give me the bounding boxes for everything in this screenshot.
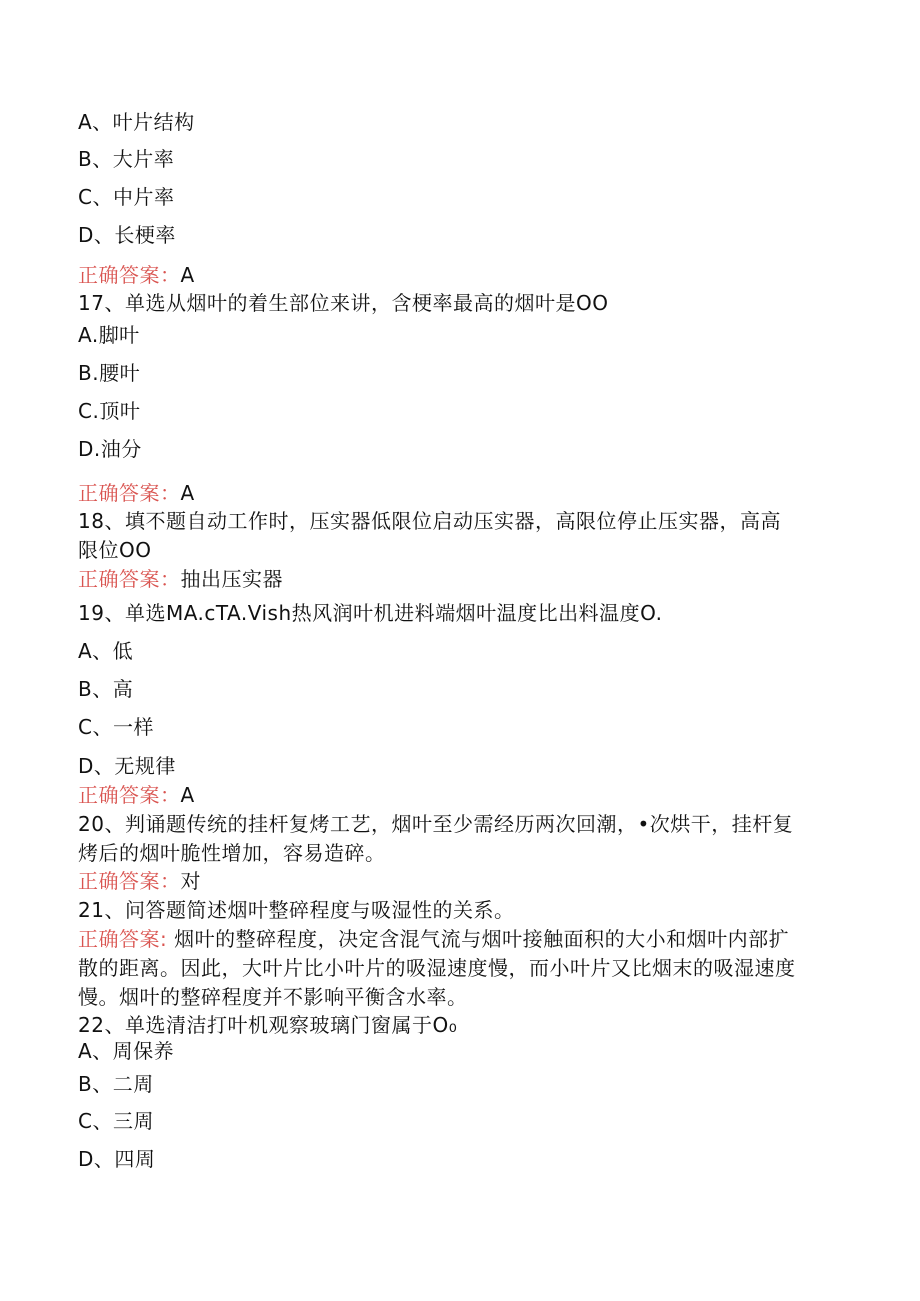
question-line: 慢。烟叶的整碎程度并不影响平衡含水率。 <box>78 985 468 1009</box>
answer-label: 正确答案： <box>78 783 181 807</box>
answer-line <box>78 261 195 289</box>
answer-value: A <box>180 481 195 505</box>
question-line: 19、单选MA.cTA.Vish热风润叶机进料端烟叶温度比出料温度O. <box>78 601 663 625</box>
question-line: 18、填不题自动工作时，压实器低限位启动压实器，高限位停止压实器，高高 <box>78 509 781 533</box>
answer-line <box>78 565 283 593</box>
answer-value: 对 <box>180 869 201 893</box>
answer-label: 正确答案： <box>78 263 181 287</box>
answer-line <box>78 867 201 895</box>
option-line: D、长梗率 <box>78 223 176 247</box>
option-line: A、叶片结构 <box>78 110 195 134</box>
answer-value: A <box>180 783 195 807</box>
question-line: 22、单选清洁打叶机观察玻璃门窗属于O₀ <box>78 1013 458 1037</box>
option-line: B、高 <box>78 677 134 701</box>
option-line: C.顶叶 <box>78 399 141 423</box>
option-line: A、周保养 <box>78 1039 175 1063</box>
question-line: 21、问答题简述烟叶整碎程度与吸湿性的关系。 <box>78 898 515 922</box>
answer-label: 正确答案： <box>78 567 181 591</box>
option-line: C、三周 <box>78 1109 154 1133</box>
answer-line <box>78 479 195 507</box>
answer-value: 烟叶的整碎程度，决定含混气流与烟叶接触面积的大小和烟叶内部扩 <box>167 927 790 951</box>
answer-value: A <box>180 263 195 287</box>
option-line: B.腰叶 <box>78 361 141 385</box>
question-line: 限位OO <box>78 538 152 562</box>
option-line: B、二周 <box>78 1072 154 1096</box>
question-line: 散的距离。因此，大叶片比小叶片的吸湿速度慢，而小叶片又比烟末的吸湿速度 <box>78 956 796 980</box>
option-line: D、无规律 <box>78 754 176 778</box>
answer-label: 正确答案： <box>78 869 181 893</box>
option-line: D、四周 <box>78 1147 156 1171</box>
option-line: B、大片率 <box>78 147 175 171</box>
question-line: 20、判诵题传统的挂杆复烤工艺，烟叶至少需经历两次回潮，•次烘干，挂杆复 <box>78 812 794 836</box>
answer-line <box>78 925 789 953</box>
answer-line <box>78 781 195 809</box>
answer-value: 抽出压实器 <box>180 567 283 591</box>
option-line: C、中片率 <box>78 185 175 209</box>
option-line: D.油分 <box>78 437 142 461</box>
question-line: 17、单选从烟叶的着生部位来讲，含梗率最高的烟叶是OO <box>78 291 609 315</box>
answer-label: 正确答案: <box>78 927 168 951</box>
option-line: C、一样 <box>78 715 154 739</box>
answer-label: 正确答案： <box>78 481 181 505</box>
option-line: A、低 <box>78 639 134 663</box>
option-line: A.脚叶 <box>78 323 140 347</box>
question-line: 烤后的烟叶脆性增加，容易造碎。 <box>78 841 386 865</box>
